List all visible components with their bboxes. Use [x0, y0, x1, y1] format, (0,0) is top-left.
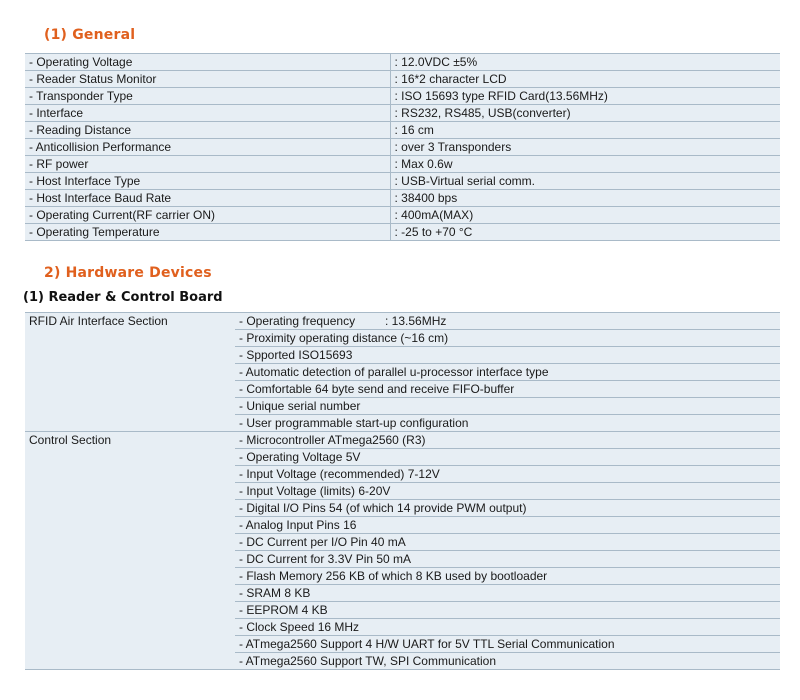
list-item: - Clock Speed 16 MHz: [235, 619, 780, 636]
spec-label: - Operating Temperature: [25, 224, 390, 241]
list-item: - Digital I/O Pins 54 (of which 14 provide PWM output): [235, 500, 780, 517]
hardware-heading: 2) Hardware Devices: [44, 265, 212, 281]
table-row: [25, 415, 780, 432]
list-item: - Proximity operating distance (~16 cm): [235, 330, 780, 347]
table-row: [25, 207, 780, 224]
list-item: - Microcontroller ATmega2560 (R3): [235, 432, 780, 449]
spec-label: - Operating Voltage: [25, 54, 390, 71]
table-row: [25, 105, 780, 122]
list-item: - DC Current per I/O Pin 40 mA: [235, 534, 780, 551]
list-item: - EEPROM 4 KB: [235, 602, 780, 619]
list-item: - Analog Input Pins 16: [235, 517, 780, 534]
spec-value: : USB-Virtual serial comm.: [390, 173, 780, 190]
list-item: - DC Current for 3.3V Pin 50 mA: [235, 551, 780, 568]
table-row: [25, 313, 780, 330]
list-item: - Comfortable 64 byte send and receive FIFO-buffer: [235, 381, 780, 398]
spec-value: : 12.0VDC ±5%: [390, 54, 780, 71]
list-item: - Automatic detection of parallel u-processor interface type: [235, 364, 780, 381]
table-row: [25, 483, 780, 500]
spec-value: : 16*2 character LCD: [390, 71, 780, 88]
operating-frequency-label: - Operating frequency: [239, 313, 356, 328]
spec-label: - Operating Current(RF carrier ON): [25, 207, 390, 224]
spec-value: : 400mA(MAX): [390, 207, 780, 224]
spec-label: - Interface: [25, 105, 390, 122]
table-row: [25, 534, 780, 551]
spec-value: : RS232, RS485, USB(converter): [390, 105, 780, 122]
table-row: [25, 156, 780, 173]
table-row: [25, 398, 780, 415]
spec-label: - RF power: [25, 156, 390, 173]
spec-value: : 38400 bps: [390, 190, 780, 207]
list-item: - Spported ISO15693: [235, 347, 780, 364]
list-item: [235, 313, 780, 330]
table-row: [25, 517, 780, 534]
table-row: [25, 347, 780, 364]
spec-value: : Max 0.6w: [390, 156, 780, 173]
table-row: [25, 224, 780, 241]
spec-value: : ISO 15693 type RFID Card(13.56MHz): [390, 88, 780, 105]
list-item: - Input Voltage (recommended) 7-12V: [235, 466, 780, 483]
list-item: - ATmega2560 Support 4 H/W UART for 5V TTL Serial Communication: [235, 636, 780, 653]
table-row: [25, 139, 780, 156]
table-row: [25, 568, 780, 585]
spec-value: : over 3 Transponders: [390, 139, 780, 156]
table-row: [25, 449, 780, 466]
table-row: [25, 122, 780, 139]
table-row: [25, 551, 780, 568]
list-item: - SRAM 8 KB: [235, 585, 780, 602]
spec-label: - Anticollision Performance: [25, 139, 390, 156]
table-row: [25, 466, 780, 483]
general-spec-table: [25, 53, 780, 241]
section-title-rfid: RFID Air Interface Section: [25, 313, 235, 330]
table-row: [25, 653, 780, 670]
spec-label: - Host Interface Baud Rate: [25, 190, 390, 207]
list-item: - Input Voltage (limits) 6-20V: [235, 483, 780, 500]
spec-value: : 16 cm: [390, 122, 780, 139]
spec-label: - Reading Distance: [25, 122, 390, 139]
table-row: [25, 364, 780, 381]
table-row: [25, 636, 780, 653]
table-row: [25, 381, 780, 398]
general-heading: (1) General: [44, 27, 136, 43]
section-title-control: Control Section: [25, 432, 235, 449]
list-item: - Unique serial number: [235, 398, 780, 415]
operating-frequency-value: : 13.56MHz: [385, 313, 447, 328]
table-row: [25, 88, 780, 105]
table-row: [25, 190, 780, 207]
table-row: [25, 585, 780, 602]
table-row: [25, 330, 780, 347]
list-item: - Operating Voltage 5V: [235, 449, 780, 466]
table-row: [25, 54, 780, 71]
table-row: [25, 602, 780, 619]
table-row: [25, 500, 780, 517]
spec-value: : -25 to +70 °C: [390, 224, 780, 241]
hardware-table: [25, 312, 780, 670]
list-item: - User programmable start-up configuration: [235, 415, 780, 432]
spec-label: - Host Interface Type: [25, 173, 390, 190]
table-row: [25, 432, 780, 449]
table-row: [25, 71, 780, 88]
reader-board-subheading: (1) Reader & Control Board: [23, 290, 223, 305]
table-row: [25, 619, 780, 636]
spec-label: - Transponder Type: [25, 88, 390, 105]
list-item: - ATmega2560 Support TW, SPI Communication: [235, 653, 780, 670]
list-item: - Flash Memory 256 KB of which 8 KB used by bootloader: [235, 568, 780, 585]
spec-label: - Reader Status Monitor: [25, 71, 390, 88]
table-row: [25, 173, 780, 190]
